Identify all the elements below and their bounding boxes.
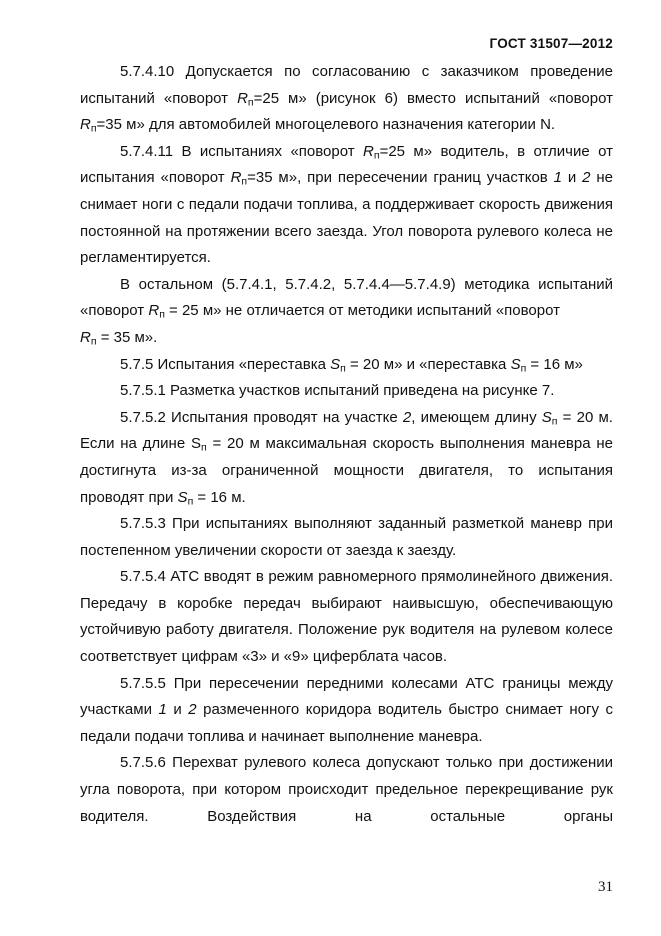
document-header: ГОСТ 31507—2012 xyxy=(489,36,613,51)
paragraph-5-7-5-6: 5.7.5.6 Перехват рулевого колеса допускают только при достижении угла поворота, при котором происходит предельное перекрещивание рук водителя. Воздействия на остальные органы xyxy=(80,754,613,825)
page-number: 31 xyxy=(598,879,613,895)
paragraph-5-7-5-5: 5.7.5.5 При пересечении передними колесами АТС границы между участками 1 и 2 размеченного коридора водитель быстро снимает ногу с педали подачи топлива и начинает выполнение маневра. xyxy=(80,674,614,745)
paragraph-5-7-4-10: 5.7.4.10 Допускается по согласованию с заказчиком проведение испытаний «поворот $R_п=25$ м» (рисунок 6) вместо испытаний «поворот $R_п=35$ м» для автомобилей многоцелевого назначения категории N. xyxy=(80,63,613,135)
paragraph-5-7-5-4: 5.7.5.4 АТС вводят в режим равномерного прямолинейного движения. Передачу в коробке передач выбирают наивысшую, обеспечивающую устойчивую работу двигателя. Положение рук водителя на рулевом колесе соответствует цифрам «3» и «9» циферблата часов. xyxy=(80,568,613,666)
paragraph-5-7-4-11: 5.7.4.11 В испытаниях «поворот $R_п=25$ м» водитель, в отличие от испытания «поворот $R_п=35$ м», при пересечении границ участков 1 и 2 не снимает ноги с педали подачи топлива, а поддерживает скорость движения постоянной на протяжении всего заезда. Угол поворота рулевого колеса не регламентируется. xyxy=(80,142,614,267)
paragraph-5-7-5-1: 5.7.5.1 Разметка участков испытаний приведена на рисунке 7. xyxy=(120,382,555,400)
paragraph-5-7-5-3: 5.7.5.3 При испытаниях выполняют заданный разметкой маневр при постепенном увеличении скорости от заезда к заезду. xyxy=(80,515,613,559)
document-body xyxy=(80,59,613,830)
paragraph-methodology: В остальном (5.7.4.1, 5.7.4.2, 5.7.4.4—5.7.4.9) методика испытаний «поворот $R_п = 25$ м» не отличается от методики испытаний «поворот $R_п = 35$ м». xyxy=(80,275,613,348)
paragraph-5-7-5-2: 5.7.5.2 Испытания проводят на участке 2, имеющем длину $S_п = 20$ м. Если на длине $S_п = 20$ м максимальная скорость выполнения маневра не достигнута из-за ограниченной мощности двигателя, то испытания проводят при $S_п = 16$ м. xyxy=(80,408,613,508)
paragraph-5-7-5: 5.7.5 Испытания «переставка $S_п = 20$ м» и «переставка $S_п = 16$ м» xyxy=(120,355,583,375)
